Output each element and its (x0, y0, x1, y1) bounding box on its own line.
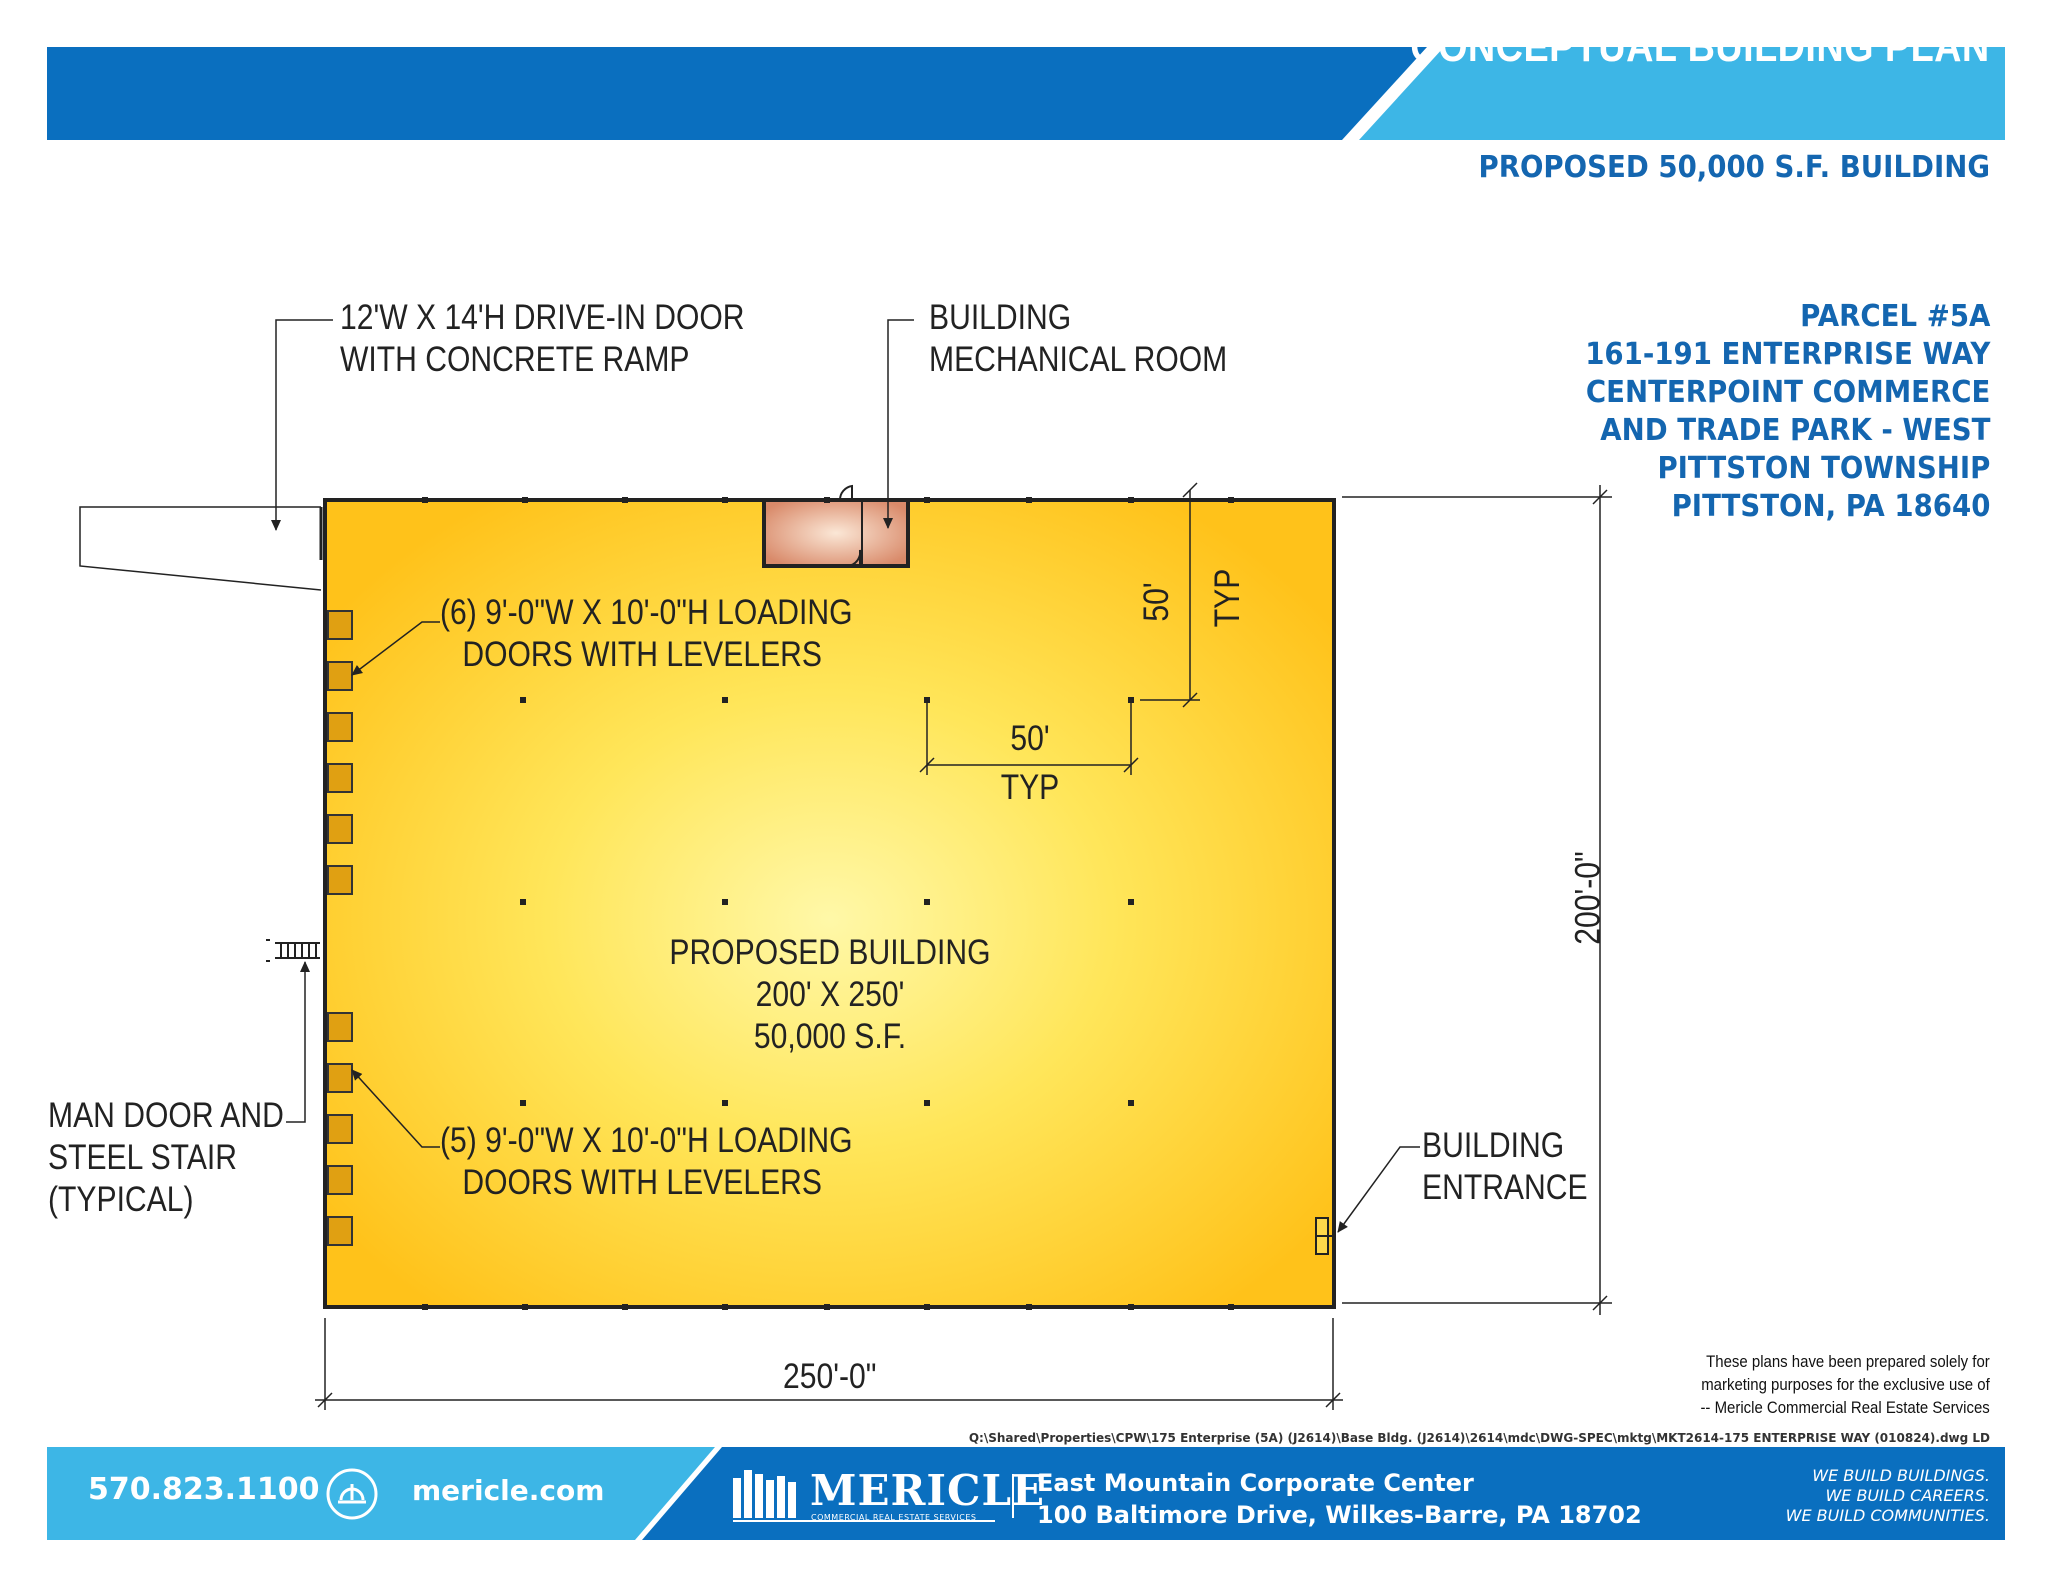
column-marker (722, 1100, 728, 1106)
loading-door (328, 815, 352, 843)
parcel-line: 161-191 ENTERPRISE WAY (1584, 337, 1990, 372)
column-marker (520, 899, 526, 905)
page-title: CONCEPTUAL BUILDING PLAN (1410, 22, 1990, 71)
bay-vertical-typ-label: TYP (1208, 568, 1248, 628)
column-marker (520, 1100, 526, 1106)
bay-vertical-label: 50' (1136, 582, 1176, 622)
dimension-height-label: 200'-0" (1568, 851, 1608, 945)
mechanical-room-label: BUILDING MECHANICAL ROOM (929, 298, 1228, 379)
loading-door (328, 764, 352, 792)
building-label: PROPOSED BUILDING 200' X 250' 50,000 S.F. (669, 933, 991, 1056)
loading-door (328, 866, 352, 894)
footer-address: East Mountain Corporate Center 100 Baltimore Drive, Wilkes-Barre, PA 18702 (1037, 1469, 1642, 1529)
footer-website[interactable]: mericle.com (412, 1474, 605, 1507)
loading-door (328, 662, 352, 690)
column-marker (622, 497, 628, 503)
file-path: Q:\Shared\Properties\CPW\175 Enterprise (5A) (J2614)\Base Bldg. (J2614)\2614\mdc\DWG-SPEC\mktg\MKT2614-175 ENTERPRISE WAY (010824).dwg LD (968, 1431, 1990, 1445)
loading-door (328, 1166, 352, 1194)
column-marker (824, 497, 830, 503)
column-marker (1128, 1100, 1134, 1106)
entrance-leader (1338, 1147, 1420, 1232)
parcel-line: PITTSTON TOWNSHIP (1657, 451, 1990, 486)
column-marker (924, 899, 930, 905)
column-marker (522, 497, 528, 503)
column-marker (924, 497, 930, 503)
brand-logo: MERICLE (810, 1466, 1046, 1515)
loading-door (328, 1217, 352, 1245)
footer-slogans: WE BUILD BUILDINGS. WE BUILD CAREERS. WE BUILD COMMUNITIES. (1785, 1466, 1990, 1525)
loading-door (328, 611, 352, 639)
column-marker (722, 697, 728, 703)
loading-door (328, 713, 352, 741)
building-entrance-label: BUILDING ENTRANCE (1422, 1126, 1588, 1207)
parcel-line: PARCEL #5A (1799, 299, 1990, 334)
mech-leader (888, 320, 914, 528)
bay-horizontal-typ-label: TYP (1000, 768, 1060, 807)
column-marker (1026, 497, 1032, 503)
drive-in-door-label: 12'W X 14'H DRIVE-IN DOOR WITH CONCRETE RAMP (340, 298, 745, 379)
concrete-ramp (80, 507, 321, 590)
loading-door (328, 1013, 352, 1041)
page-subtitle: PROPOSED 50,000 S.F. BUILDING (1478, 150, 1990, 185)
parcel-line: AND TRADE PARK - WEST (1599, 413, 1990, 448)
disclaimer: These plans have been prepared solely for marketing purposes for the exclusive use of -- Mericle Commercial Real Estate Services (1700, 1352, 1990, 1417)
man-door-leader (286, 962, 305, 1122)
column-marker (1128, 899, 1134, 905)
column-marker (520, 697, 526, 703)
column-marker (1128, 497, 1134, 503)
column-marker (722, 497, 728, 503)
loading-doors-top-label: (6) 9'-0"W X 10'-0"H LOADING DOORS WITH LEVELERS (440, 593, 853, 674)
loading-door (328, 1064, 352, 1092)
parcel-line: PITTSTON, PA 18640 (1671, 489, 1990, 524)
dimension-width-label: 250'-0" (783, 1357, 877, 1396)
column-marker (1228, 497, 1234, 503)
brand-subtitle: COMMERCIAL REAL ESTATE SERVICES (811, 1513, 977, 1522)
man-door-label: MAN DOOR AND STEEL STAIR (TYPICAL) (48, 1096, 284, 1219)
column-marker (924, 1100, 930, 1106)
mechanical-room (764, 500, 908, 566)
loading-doors-bottom-label: (5) 9'-0"W X 10'-0"H LOADING DOORS WITH LEVELERS (440, 1121, 853, 1202)
column-marker (422, 497, 428, 503)
parcel-line: CENTERPOINT COMMERCE (1585, 375, 1990, 410)
footer-phone[interactable]: 570.823.1100 (88, 1472, 320, 1507)
loading-door (328, 1115, 352, 1143)
steel-stair (266, 940, 320, 961)
bay-horizontal-label: 50' (1010, 719, 1050, 758)
column-marker (722, 899, 728, 905)
